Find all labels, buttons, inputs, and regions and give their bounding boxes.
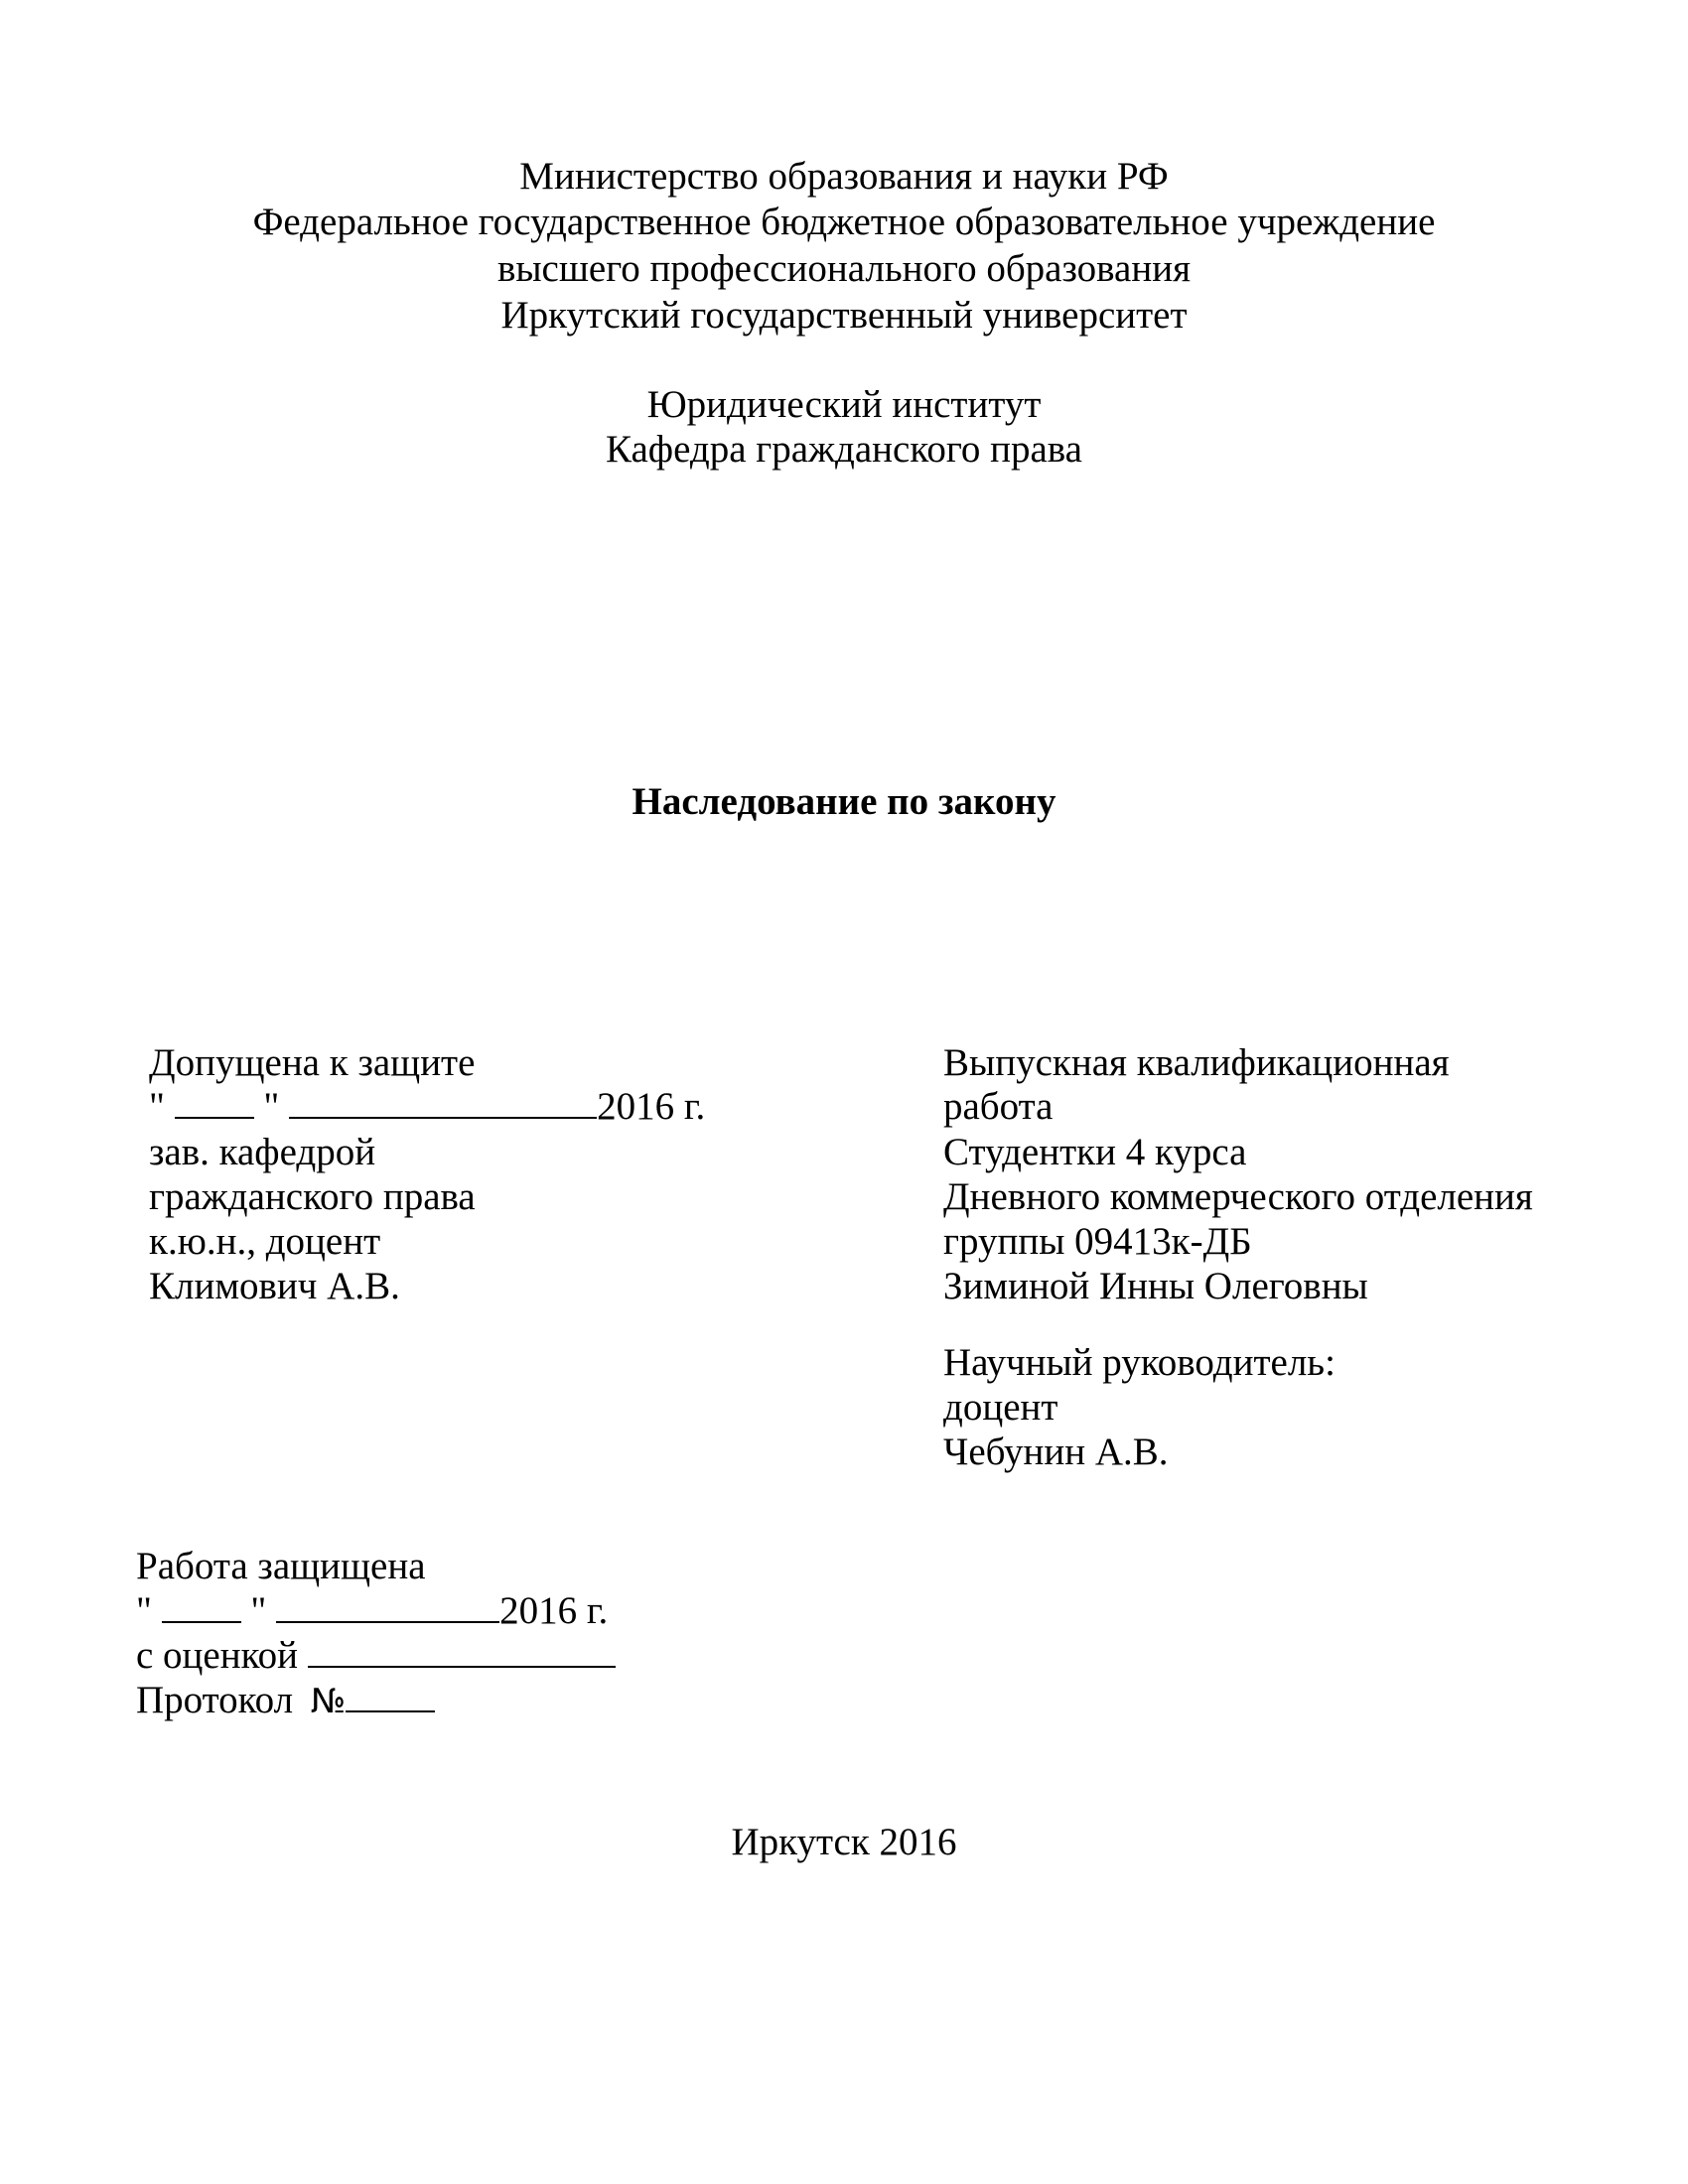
admission-date-line xyxy=(149,1084,705,1130)
defense-grade-label: с оценкой xyxy=(136,1634,298,1677)
work-info-line-6: Зиминой Инны Олеговны xyxy=(943,1265,1368,1307)
defense-day-blank xyxy=(162,1591,241,1623)
admission-position-1: зав. кафедрой xyxy=(149,1131,376,1173)
defense-quote-open: " xyxy=(136,1589,152,1632)
work-info-line-1: Выпускная квалификационная xyxy=(943,1041,1450,1084)
admission-quote-open: " xyxy=(149,1085,165,1128)
defense-protocol-number-sign: № xyxy=(310,1682,347,1721)
supervisor-heading: Научный руководитель: xyxy=(943,1341,1336,1384)
institute-line: Юридический институт xyxy=(646,383,1042,426)
admission-day-blank xyxy=(175,1087,254,1119)
admission-quote-close: " xyxy=(263,1085,280,1128)
admission-heading: Допущена к защите xyxy=(149,1041,476,1084)
education-level-line: высшего профессионального образования xyxy=(496,247,1192,290)
admission-degree: к.ю.н., доцент xyxy=(149,1220,381,1263)
defense-year: 2016 г. xyxy=(499,1589,609,1632)
defense-protocol-blank xyxy=(346,1681,435,1712)
city-year: Иркутск 2016 xyxy=(731,1821,957,1863)
defense-month-blank xyxy=(276,1591,499,1623)
defense-heading: Работа защищена xyxy=(136,1545,426,1587)
defense-grade-line xyxy=(136,1633,616,1679)
supervisor-name: Чебунин А.В. xyxy=(943,1431,1169,1473)
supervisor-position: доцент xyxy=(943,1386,1058,1429)
defense-date-line xyxy=(136,1588,608,1634)
ministry-line: Министерство образования и науки РФ xyxy=(519,155,1169,198)
work-info-line-5: группы 09413к-ДБ xyxy=(943,1220,1252,1263)
admission-month-blank xyxy=(289,1087,597,1119)
admission-name: Климович А.В. xyxy=(149,1265,400,1307)
defense-protocol-label: Протокол xyxy=(136,1679,294,1721)
department-line: Кафедра гражданского права xyxy=(606,428,1082,471)
defense-protocol-line xyxy=(136,1678,435,1724)
document-title: Наследование по закону xyxy=(632,780,1056,823)
admission-position-2: гражданского права xyxy=(149,1175,476,1218)
defense-quote-close: " xyxy=(250,1589,267,1632)
work-info-line-2: работа xyxy=(943,1085,1054,1128)
university-line: Иркутский государственный университет xyxy=(500,294,1188,337)
admission-year: 2016 г. xyxy=(597,1085,706,1128)
institution-line: Федеральное государственное бюджетное образовательное учреждение xyxy=(252,201,1436,243)
defense-grade-blank xyxy=(308,1636,616,1668)
work-info-line-3: Студентки 4 курса xyxy=(943,1131,1247,1173)
work-info-line-4: Дневного коммерческого отделения xyxy=(943,1175,1533,1218)
